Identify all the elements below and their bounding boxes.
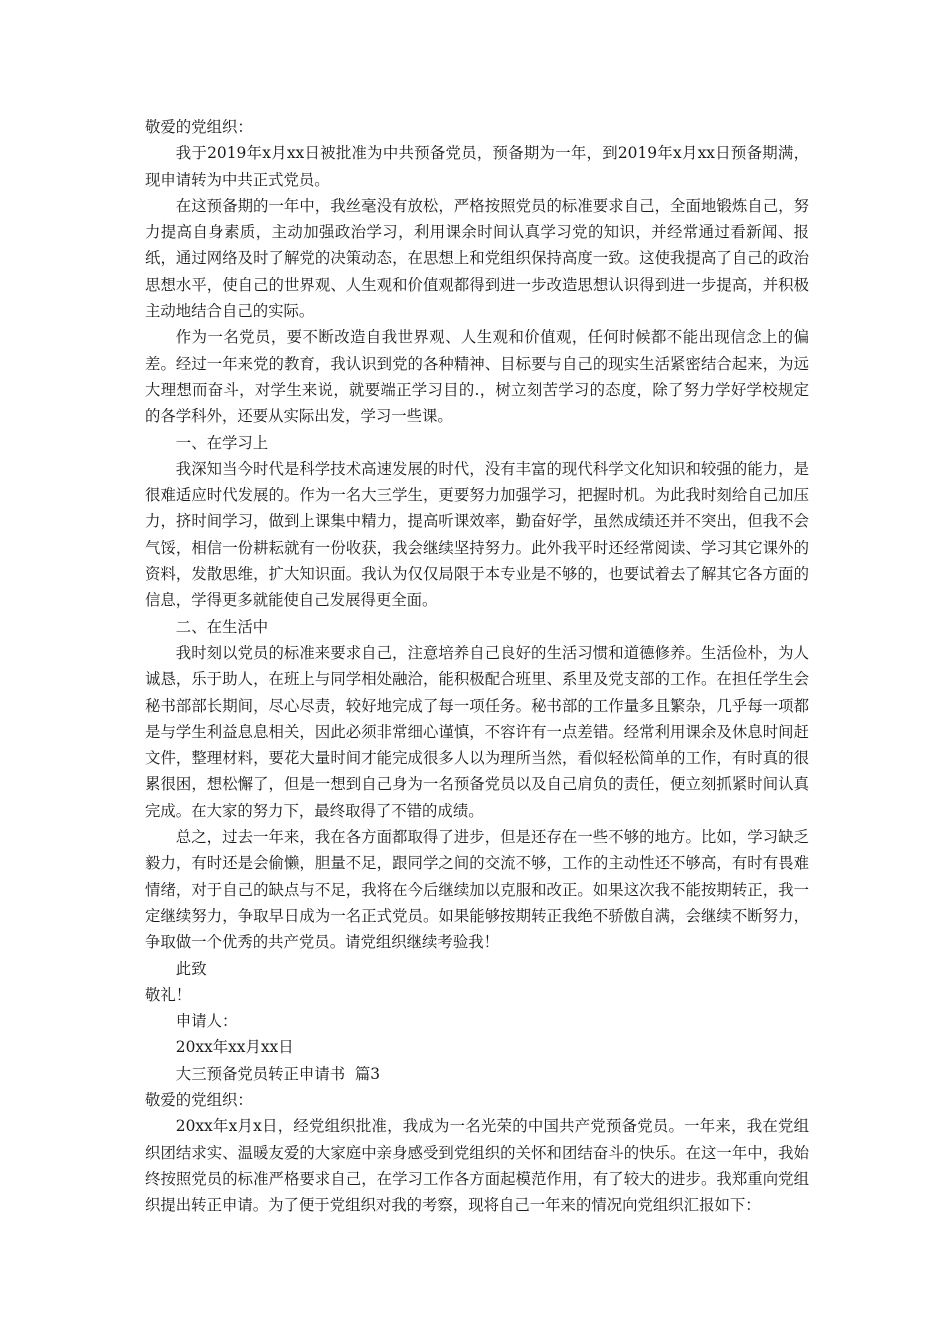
paragraph-worldview: 作为一名党员，要不断改造自我世界观、人生观和价值观，任何时候都不能出现信念上的偏差。经过一年来党的教育，我认识到党的各种精神、目标要与自己的现实生活紧密结合起来，为远大理想而奋斗，对学生来说，就要端正学习目的.，树立刻苦学习的态度，除了努力学好学校规定的各学科外，还要从实际出发，学习一些课。 [145,328,809,426]
closing-greeting: 此致 [175,959,207,978]
paragraph-second-intro: 20xx年x月x日，经党组织批准，我成为一名光荣的中国共产党预备党员。一年来，我在党组织团结求实、温暖友爱的大家庭中亲身感受到党组织的关怀和团结奋斗的快乐。在这一年中，我始终按照党员的标准严格要求自己，在学习工作各方面起模范作用，有了较大的进步。我郑重向党组织提出转正申请。为了便于党组织对我的考察，现将自己一年来的情况向党组织汇报如下： [145,1117,809,1215]
section-heading-study: 一、在学习上 [175,433,269,452]
date-line: 20xx年xx月xx日 [175,1038,294,1057]
paragraph-summary: 总之，过去一年来，我在各方面都取得了进步，但是还存在一些不够的地方。比如，学习缺乏毅力，有时还是会偷懒，胆量不足，跟同学之间的交流不够，工作的主动性还不够高，有时有畏难情绪，对于自己的缺点与不足，我将在今后继续加以克服和改正。如果这次我不能按期转正，我一定继续努力，争取早日成为一名正式党员。如果能够按期转正我绝不骄傲自满，会继续不断努力，争取做一个优秀的共产党员。请党组织继续考验我！ [145,828,809,952]
closing-salute: 敬礼！ [145,985,192,1004]
paragraph-study: 我深知当今时代是科学技术高速发展的时代，没有丰富的现代科学文化知识和较强的能力，是很难适应时代发展的。作为一名大三学生，更要努力加强学习，把握时机。为此我时刻给自己加压力，挤时间学习，做到上课集中精力，提高听课效率，勤奋好学，虽然成绩还并不突出，但我不会气馁，相信一份耕耘就有一份收获，我会继续坚持努力。此外我平时还经常阅读、学习其它课外的资料，发散思维，扩大知识面。我认为仅仅局限于本专业是不够的，也要试着去了解其它各方面的信息，学得更多就能使自己发展得更全面。 [145,459,809,610]
salutation: 敬爱的党组织： [145,118,253,136]
document-body [145,114,809,1218]
applicant-label: 申请人： [175,1012,238,1031]
paragraph-life: 我时刻以党员的标准来要求自己，注意培养自己良好的生活习惯和道德修养。生活俭朴，为人诚恳，乐于助人，在班上与同学相处融洽，能积极配合班里、系里及党支部的工作。在担任学生会秘书部部长期间，尽心尽责，较好地完成了每一项任务。秘书部的工作量多且繁杂，几乎每一项都是与学生利益息息相关，因此必须非常细心谨慎，不容许有一点差错。经常利用课余及休息时间赶文件，整理材料，要花大量时间才能完成很多人以为理所当然，看似轻松简单的工作，有时真的很累很困，想松懈了，但是一想到自己身为一名预备党员以及自己肩负的责任，便立刻抓紧时间认真完成。在大家的努力下，最终取得了不错的成绩。 [145,643,809,820]
paragraph-probation: 在这预备期的一年中，我丝毫没有放松，严格按照党员的标准要求自己，全面地锻炼自己，努力提高自身素质，主动加强政治学习，利用课余时间认真学习党的知识，并经常通过看新闻、报纸，通过网络及时了解党的决策动态，在思想上和党组织保持高度一致。这使我提高了自己的政治思想水平，使自己的世界观、人生观和价值观都得到进一步改造思想认识得到进一步提高，并积极主动地结合自己的实际。 [145,196,809,321]
paragraph-intro: 我于2019年x月xx日被批准为中共预备党员，预备期为一年，到2019年x月xx日预备期满，现申请转为中共正式党员。 [145,144,809,189]
section-heading-life: 二、在生活中 [175,617,269,636]
letter-title: 大三预备党员转正申请书 篇3 [175,1064,381,1083]
salutation-second: 敬爱的党组织： [145,1090,253,1109]
